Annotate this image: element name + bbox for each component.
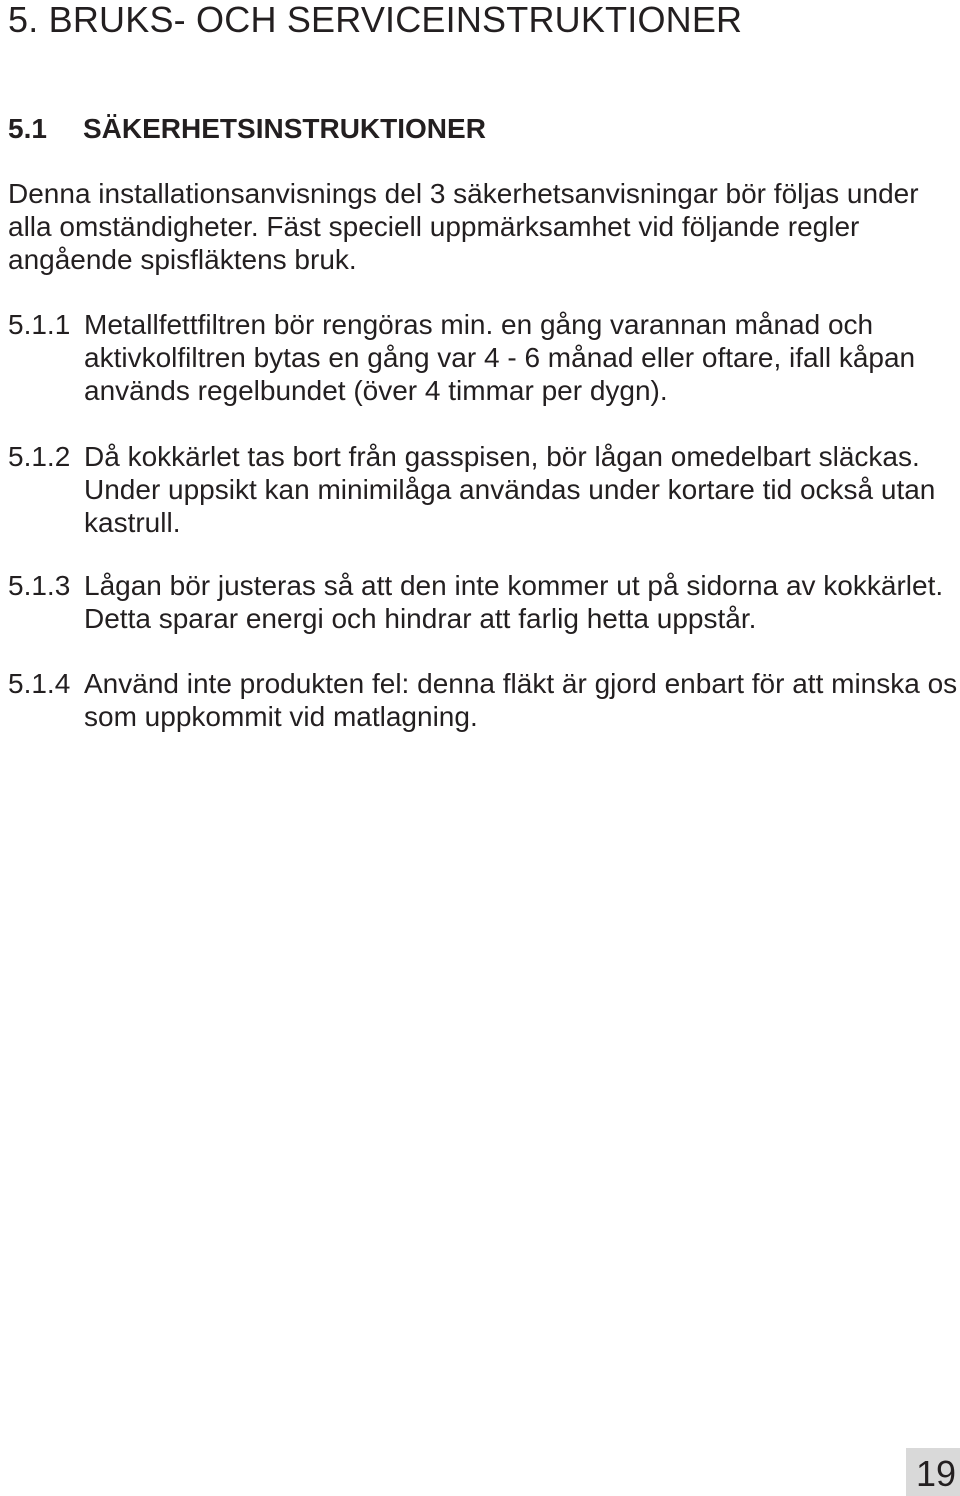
item-number: 5.1.3 <box>8 570 71 601</box>
item-text: Då kokkärlet tas bort från gasspisen, bör lågan omedelbart släckas. Under uppsikt kan minimilåga användas under kortare tid också utan kastrull. <box>84 441 936 538</box>
item-number: 5.1.2 <box>8 441 71 472</box>
instruction-item <box>8 569 958 635</box>
item-number: 5.1.4 <box>8 668 71 699</box>
section-heading <box>8 112 486 146</box>
page-title: 5. BRUKS- OCH SERVICEINSTRUKTIONER <box>8 0 743 40</box>
section-number: 5.1 <box>8 113 47 144</box>
item-text: Använd inte produkten fel: denna fläkt är gjord enbart för att minska os som uppkommit vid matlagning. <box>84 668 958 732</box>
item-number: 5.1.1 <box>8 309 71 340</box>
item-text: Metallfettfiltren bör rengöras min. en gång varannan månad och aktivkolfiltren bytas en gång var 4 - 6 månad eller oftare, ifall kåpan används regelbundet (över 4 timmar per dygn). <box>84 309 916 406</box>
page-number: 19 <box>915 1453 956 1494</box>
item-text: Lågan bör justeras så att den inte kommer ut på sidorna av kokkärlet. Detta sparar energi och hindrar att farlig hetta uppstår. <box>84 570 944 634</box>
page-number-box <box>906 1448 960 1496</box>
instruction-item <box>8 667 958 733</box>
section-title: SÄKERHETSINSTRUKTIONER <box>83 113 486 144</box>
section-intro: Denna installationsanvisnings del 3 säkerhetsanvisningar bör följas under alla omständigheter. Fäst speciell uppmärksamhet vid följande regler angående spisfläktens bruk. <box>8 178 919 275</box>
instruction-item <box>8 440 958 539</box>
instruction-item <box>8 308 958 407</box>
